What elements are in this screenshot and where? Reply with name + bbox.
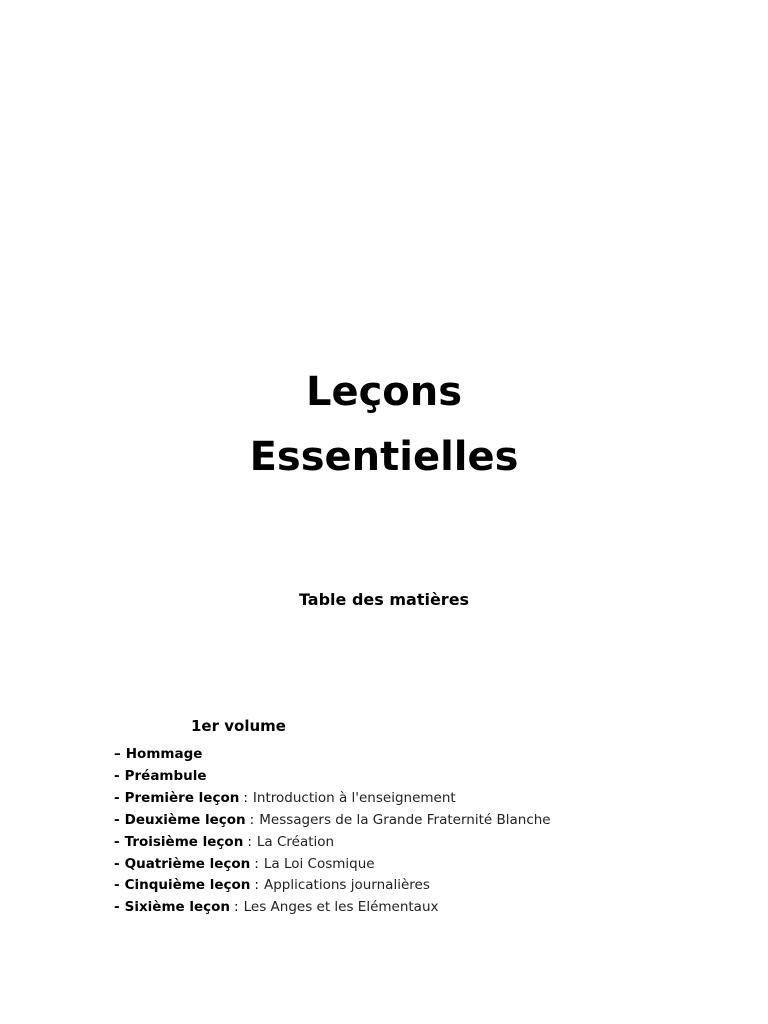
toc-entry-lesson-5 bbox=[114, 875, 551, 897]
toc-separator: : bbox=[254, 855, 259, 872]
table-of-contents-heading: Table des matières bbox=[298, 590, 470, 609]
toc-topic: Les Anges et les Elémentaux bbox=[243, 899, 439, 916]
toc-lesson-label: Préambule bbox=[124, 767, 207, 784]
toc-dash: - bbox=[114, 899, 120, 916]
toc-lesson-label: Quatrième leçon bbox=[124, 855, 251, 872]
document-title-line-2: Essentielles bbox=[249, 434, 519, 480]
toc-dash: - bbox=[114, 877, 120, 894]
toc-entry-lesson-1 bbox=[114, 788, 551, 810]
toc-entry-lesson-4 bbox=[114, 854, 551, 876]
toc-dash: - bbox=[114, 789, 120, 806]
toc-topic: La Loi Cosmique bbox=[263, 855, 375, 872]
toc-lesson-label: Sixième leçon bbox=[124, 899, 231, 916]
toc-dash: - bbox=[114, 833, 120, 850]
toc-topic: Applications journalières bbox=[263, 877, 430, 894]
toc-entry-lesson-6 bbox=[114, 897, 551, 919]
table-of-contents-list bbox=[114, 744, 551, 919]
toc-separator: : bbox=[234, 899, 239, 916]
toc-entry-lesson-2 bbox=[114, 810, 551, 832]
toc-topic: La Création bbox=[256, 833, 335, 850]
toc-dash: - bbox=[114, 767, 120, 784]
toc-entry-hommage bbox=[114, 744, 551, 766]
toc-entry-lesson-3 bbox=[114, 832, 551, 854]
toc-separator: : bbox=[254, 877, 259, 894]
toc-lesson-label: Cinquième leçon bbox=[124, 877, 251, 894]
toc-dash: - bbox=[114, 855, 120, 872]
toc-separator: : bbox=[243, 789, 248, 806]
toc-topic: Introduction à l'enseignement bbox=[252, 789, 456, 806]
toc-lesson-label: Hommage bbox=[125, 746, 203, 762]
toc-lesson-label: Première leçon bbox=[124, 789, 240, 806]
toc-dash: – bbox=[114, 746, 121, 762]
toc-topic: Messagers de la Grande Fraternité Blanche bbox=[259, 811, 551, 828]
document-title-line-1: Leçons bbox=[305, 369, 463, 415]
toc-lesson-label: Troisième leçon bbox=[124, 833, 244, 850]
toc-separator: : bbox=[247, 833, 252, 850]
volume-heading: 1er volume bbox=[191, 717, 286, 735]
toc-dash: - bbox=[114, 811, 120, 828]
toc-entry-preambule bbox=[114, 766, 551, 788]
toc-lesson-label: Deuxième leçon bbox=[124, 811, 246, 828]
toc-separator: : bbox=[249, 811, 255, 828]
